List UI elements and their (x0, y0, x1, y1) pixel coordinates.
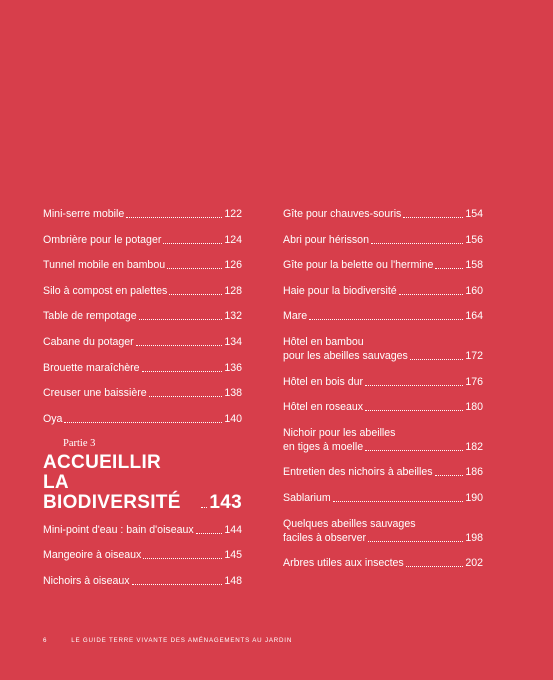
entry-title: Tunnel mobile en bambou (43, 259, 166, 272)
entry-page: 158 (465, 259, 483, 272)
dot-leader (142, 371, 223, 372)
dot-leader (167, 268, 222, 269)
entry-title: Arbres utiles aux insectes (283, 557, 404, 570)
entry-title: Gîte pour la belette ou l'hermine (283, 259, 434, 272)
toc-entry (283, 207, 483, 221)
entry-title: Brouette maraîchère (43, 361, 140, 374)
entry-title-line1: Nichoir pour les abeilles (283, 426, 396, 439)
entry-title: Creuser une baissière (43, 387, 147, 400)
entry-title-line2: pour les abeilles sauvages (283, 349, 408, 362)
dot-leader (365, 410, 463, 411)
section-title (43, 453, 242, 513)
section-label: Partie 3 (63, 437, 96, 449)
entry-page: 122 (224, 208, 242, 220)
dot-leader (64, 422, 222, 423)
entry-title-line2-row (283, 349, 483, 363)
entry-title: Mini-serre mobile (43, 208, 125, 220)
entry-title: Nichoirs à oiseaux (43, 574, 130, 587)
entry-title-block (283, 517, 483, 545)
entry-title-line2-row (283, 440, 483, 454)
dot-leader (201, 507, 207, 508)
toc-entry (283, 491, 483, 505)
entry-title: Entretien des nichoirs à abeilles (283, 466, 433, 479)
toc-entry (283, 284, 483, 298)
entry-title-line1: Quelques abeilles sauvages (283, 517, 416, 530)
entry-page: 148 (224, 574, 242, 587)
dot-leader (136, 345, 223, 346)
entry-page: 180 (465, 401, 483, 414)
entry-page: 156 (465, 233, 483, 246)
entry-page: 138 (224, 387, 242, 400)
dot-leader (406, 566, 464, 567)
entry-title: Ombrière pour le potager (43, 233, 162, 246)
entry-page: 182 (465, 440, 483, 453)
entry-title-line2: faciles à observer (283, 531, 367, 544)
entry-title: Oya (43, 412, 63, 425)
toc-entry (283, 400, 483, 414)
dot-leader (399, 294, 464, 295)
entry-page: 198 (465, 531, 483, 544)
entry-title: Mini-point d'eau : bain d'oiseaux (43, 523, 194, 536)
entry-title: Sablarium (283, 491, 331, 504)
dot-leader (371, 243, 463, 244)
toc-entry (43, 309, 242, 323)
entry-title-line2: en tiges à moelle (283, 440, 364, 453)
entry-page: 172 (465, 349, 483, 362)
entry-title: Mare (283, 310, 308, 323)
dot-leader (139, 319, 223, 320)
dot-leader (169, 294, 222, 295)
entry-page: 128 (224, 284, 242, 297)
entry-title: Cabane du potager (43, 335, 134, 348)
toc-entry (43, 284, 242, 298)
entry-title: Abri pour hérisson (283, 233, 369, 246)
entry-page: 190 (465, 491, 483, 504)
toc-entry (43, 361, 242, 375)
toc-entry (43, 207, 242, 221)
toc-left-column (43, 207, 242, 600)
footer-page-number: 6 (43, 637, 48, 644)
toc-entry (283, 426, 483, 454)
toc-right-column (283, 207, 483, 582)
toc-entry (283, 556, 483, 570)
section-title-line1: ACCUEILLIR (43, 451, 162, 473)
dot-leader (333, 501, 464, 502)
entry-page: 202 (465, 557, 483, 570)
entry-title: Haie pour la biodiversité (283, 284, 397, 297)
toc-entry (43, 386, 242, 400)
dot-leader (435, 268, 463, 269)
entry-page: 144 (224, 523, 242, 536)
toc-entry (43, 523, 242, 537)
entry-title-line1: Hôtel en bambou (283, 335, 364, 348)
entry-page: 186 (465, 466, 483, 479)
section-title-line2: LA BIODIVERSITÉ (43, 471, 181, 513)
footer-running-title: LE GUIDE TERRE VIVANTE DES AMÉNAGEMENTS AU JARDIN (71, 637, 293, 644)
dot-leader (368, 541, 463, 542)
entry-page: 124 (224, 233, 242, 246)
toc-entry (283, 375, 483, 389)
toc-entry (283, 258, 483, 272)
toc-entry (283, 517, 483, 545)
dot-leader (143, 558, 222, 559)
toc-entry (283, 465, 483, 479)
dot-leader (309, 319, 463, 320)
entry-title: Mangeoire à oiseaux (43, 549, 142, 562)
entry-title: Table de rempotage (43, 310, 137, 323)
entry-title: Hôtel en roseaux (283, 401, 364, 414)
entry-page: 164 (465, 310, 483, 323)
entry-title: Hôtel en bois dur (283, 375, 364, 388)
toc-entry (43, 258, 242, 272)
dot-leader (132, 584, 223, 585)
dot-leader (410, 359, 463, 360)
section-title-line2-row (43, 473, 242, 513)
entry-title-line2-row (283, 531, 483, 545)
entry-title: Silo à compost en palettes (43, 284, 168, 297)
section-page: 143 (209, 491, 242, 513)
dot-leader (126, 217, 222, 218)
page-footer (43, 637, 292, 644)
entry-page: 134 (224, 335, 242, 348)
dot-leader (163, 243, 222, 244)
toc-entry (43, 233, 242, 247)
dot-leader (403, 217, 463, 218)
entry-title-block (283, 335, 483, 363)
toc-entry (43, 335, 242, 349)
dot-leader (149, 396, 223, 397)
entry-page: 140 (224, 412, 242, 425)
entry-page: 126 (224, 259, 242, 272)
toc-entry (283, 335, 483, 363)
dot-leader (365, 450, 463, 451)
dot-leader (365, 385, 463, 386)
toc-entry (283, 233, 483, 247)
entry-title-block (283, 426, 483, 454)
toc-entry (43, 548, 242, 562)
entry-page: 145 (224, 549, 242, 562)
toc-entry (283, 309, 483, 323)
dot-leader (435, 475, 464, 476)
entry-page: 176 (465, 375, 483, 388)
toc-entry (43, 574, 242, 588)
toc-entry (43, 412, 242, 426)
entry-page: 136 (224, 361, 242, 374)
entry-title: Gîte pour chauves-souris (283, 208, 402, 220)
entry-page: 160 (465, 284, 483, 297)
dot-leader (196, 533, 223, 534)
entry-page: 154 (465, 208, 483, 220)
entry-page: 132 (224, 310, 242, 323)
